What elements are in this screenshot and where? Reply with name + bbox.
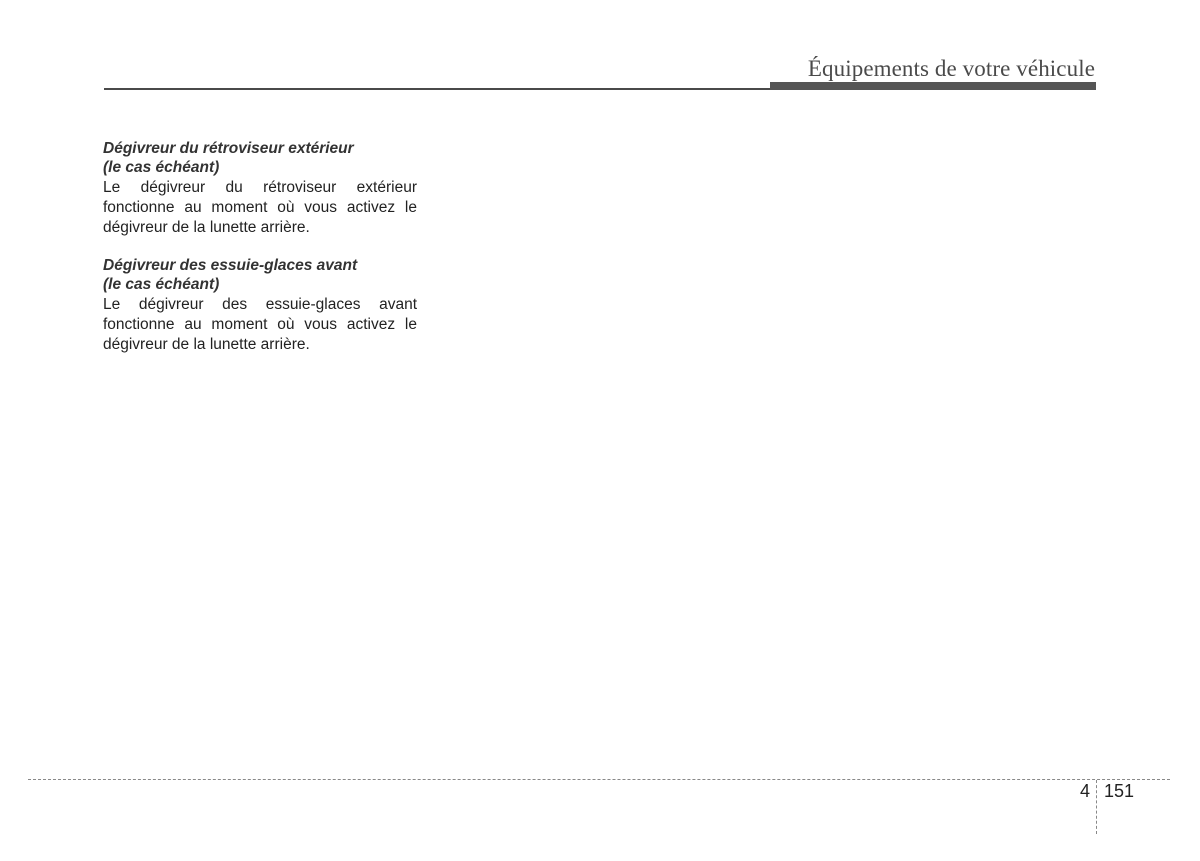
main-content xyxy=(103,139,417,373)
footer-dashed-divider xyxy=(1096,780,1097,834)
section-heading-line2: (le cas échéant) xyxy=(103,159,220,176)
section-paragraph: Le dégivreur des essuie-glaces avant fonctionne au moment où vous activez le dégivreur de la lunette arrière. xyxy=(103,296,417,353)
page-header-title: Équipements de votre véhicule xyxy=(807,56,1095,81)
section-heading-line2: (le cas échéant) xyxy=(103,276,220,293)
section-heading-line1: Dégivreur des essuie-glaces avant xyxy=(103,257,358,274)
header-rule-thin xyxy=(104,88,770,90)
section-heading xyxy=(103,139,417,177)
section-wiper-defroster xyxy=(103,256,417,355)
section-heading xyxy=(103,256,417,294)
section-heading-line1: Dégivreur du rétroviseur extérieur xyxy=(103,140,354,157)
section-mirror-defroster xyxy=(103,139,417,238)
header-rule-thick xyxy=(770,82,1096,90)
footer-dashed-rule xyxy=(28,779,1170,780)
section-paragraph: Le dégivreur du rétroviseur extérieur fonctionne au moment où vous activez le dégivreur de la lunette arrière. xyxy=(103,179,417,236)
page-number: 151 xyxy=(1104,781,1135,801)
chapter-number: 4 xyxy=(1080,781,1091,801)
